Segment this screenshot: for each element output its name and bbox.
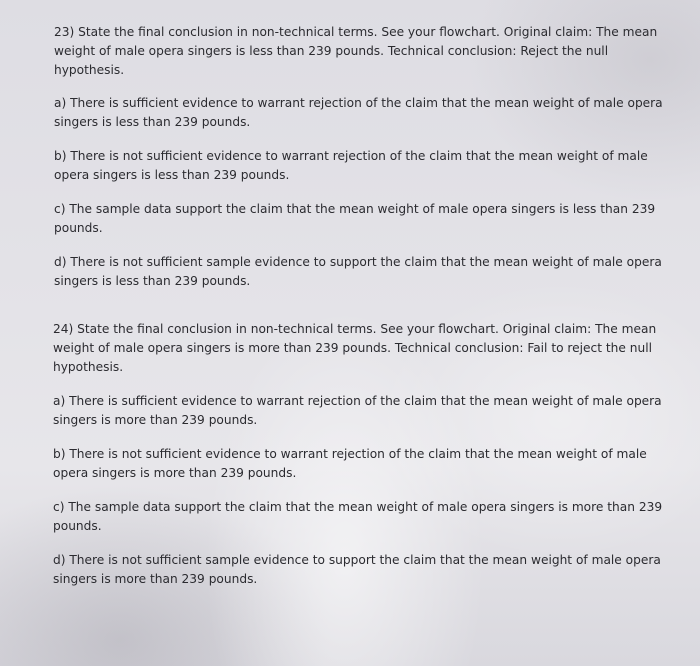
question-23-option-d[interactable]: d) There is not sufficient sample evidence to support the claim that the mean weight of male opera singers is less than 239 pounds. (54, 255, 662, 288)
question-23-option-a[interactable]: a) There is sufficient evidence to warrant rejection of the claim that the mean weight of male opera singers is less than 239 pounds. (54, 96, 663, 129)
question-24-option-c[interactable]: c) The sample data support the claim that the mean weight of male opera singers is more than 239 pounds. (53, 500, 663, 533)
question-24-option-a[interactable]: a) There is sufficient evidence to warrant rejection of the claim that the mean weight of male opera singers is more than 239 pounds. (53, 394, 662, 427)
question-23-option-b[interactable]: b) There is not sufficient evidence to warrant rejection of the claim that the mean weight of male opera singers is less than 239 pounds. (54, 149, 648, 182)
question-23-stem: 23) State the final conclusion in non-technical terms. See your flowchart. Original claim: The mean weight of male opera singers is less than 239 pounds. Technical conclusion: Reject the null hypothesis. (54, 25, 658, 77)
question-24-option-b[interactable]: b) There is not sufficient evidence to warrant rejection of the claim that the mean weight of male opera singers is more than 239 pounds. (53, 447, 647, 480)
question-24-stem: 24) State the final conclusion in non-technical terms. See your flowchart. Original claim: The mean weight of male opera singers is more than 239 pounds. Technical conclusion: Fail to reject the null hypothesis. (53, 322, 657, 374)
question-23 (54, 23, 664, 291)
question-24-option-d[interactable]: d) There is not sufficient sample evidence to support the claim that the mean weight of male opera singers is more than 239 pounds. (53, 553, 661, 586)
question-24 (53, 320, 663, 589)
question-23-option-c[interactable]: c) The sample data support the claim that the mean weight of male opera singers is less than 239 pounds. (54, 202, 656, 235)
